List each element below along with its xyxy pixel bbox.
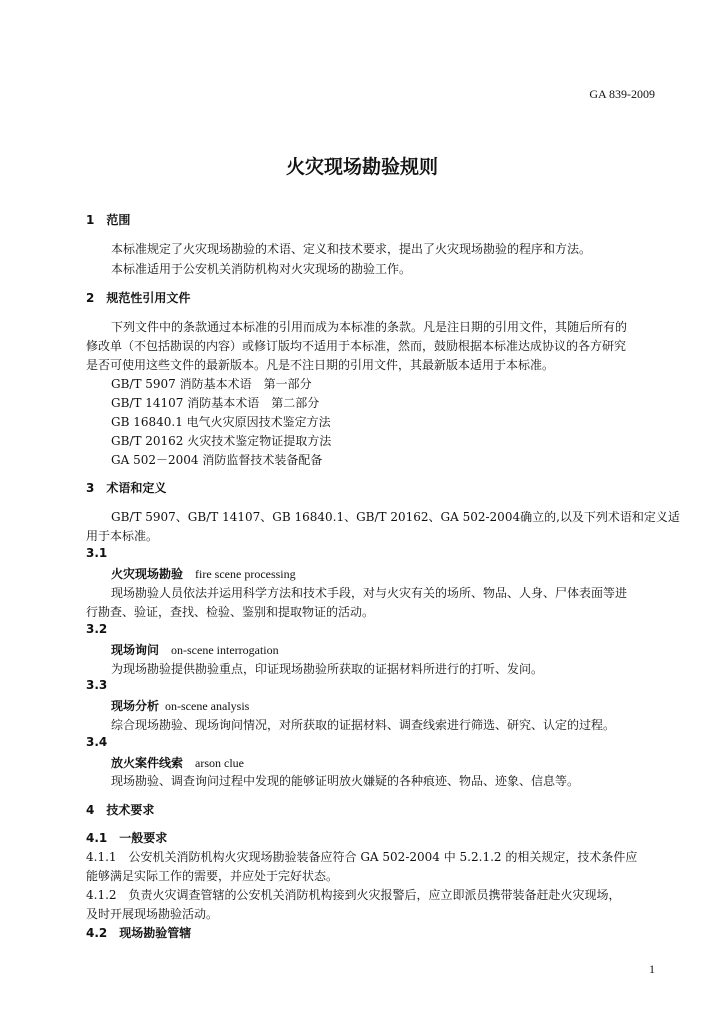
section-1-paragraph-2: 本标准适用于公安机关消防机构对火灾现场的勘验工作。 [111, 262, 412, 276]
term-3-1-number: 3.1 [86, 546, 108, 560]
section-4-heading: 4 技术要求 [86, 803, 155, 817]
section-2-line-2: 修改单（不包括勘误的内容）或修订版均不适用于本标准，然而，鼓励根据本标准达成协议的各方研究 [86, 339, 627, 353]
section-3-line-1: GB/T 5907、GB/T 14107、GB 16840.1、GB/T 20162、GA 502-2004确立的,以及下列术语和定义适 [111, 510, 680, 524]
term-3-1-definition-line-1: 现场勘验人员依法并运用科学方法和技术手段，对与火灾有关的场所、物品、人身、尸体表面等进 [111, 586, 628, 600]
reference-item: GA 502－2004 消防监督技术装备配备 [111, 453, 323, 467]
reference-item: GB/T 20162 火灾技术鉴定物证提取方法 [111, 434, 332, 448]
section-3-line-2: 用于本标准。 [86, 529, 159, 543]
term-3-3-cn: 现场分析 [111, 699, 160, 713]
reference-item: GB 16840.1 电气火灾原因技术鉴定方法 [111, 415, 331, 429]
term-3-1 [111, 565, 296, 582]
term-3-1-definition-line-2: 行勘查、验证，查找、检验、鉴别和提取物证的活动。 [86, 605, 375, 619]
term-3-4-cn: 放火案件线索 [111, 756, 184, 770]
term-3-4-en: arson clue [195, 756, 244, 770]
section-2-line-3: 是否可使用这些文件的最新版本。凡是不注日期的引用文件，其最新版本适用于本标准。 [86, 358, 555, 372]
term-3-4-definition: 现场勘验、调查询问过程中发现的能够证明放火嫌疑的各种痕迹、物品、迹象、信息等。 [111, 774, 580, 788]
term-3-2 [111, 641, 279, 658]
clause-4-1-2-line-1: 4.1.2 负责火灾调查管辖的公安机关消防机构接到火灾报警后，应立即派员携带装备赶赴火灾现场， [86, 888, 621, 902]
clause-4-1-2-line-2: 及时开展现场勘验活动。 [86, 907, 219, 921]
term-3-3 [111, 697, 249, 714]
term-3-2-en: on-scene interrogation [171, 643, 279, 657]
reference-item: GB/T 14107 消防基本术语 第二部分 [111, 396, 320, 410]
term-3-4-number: 3.4 [86, 735, 108, 749]
clause-4-1-1-line-1: 4.1.1 公安机关消防机构火灾现场勘验装备应符合 GA 502-2004 中 5.2.1.2 的相关规定，技术条件应 [86, 850, 638, 864]
page-number: 1 [649, 962, 655, 976]
section-2-line-1: 下列文件中的条款通过本标准的引用而成为本标准的条款。凡是注日期的引用文件，其随后所有的 [111, 320, 628, 334]
document-number: GA 839-2009 [589, 87, 655, 101]
subsection-4-2-heading: 4.2 现场勘验管辖 [86, 926, 192, 940]
section-2-heading: 2 规范性引用文件 [86, 291, 191, 305]
term-3-1-cn: 火灾现场勘验 [111, 567, 184, 581]
section-1-paragraph-1: 本标准规定了火灾现场勘验的术语、定义和技术要求，提出了火灾现场勘验的程序和方法。 [111, 242, 592, 256]
term-3-3-definition: 综合现场勘验、现场询问情况，对所获取的证据材料、调查线索进行筛选、研究、认定的过程。 [111, 718, 616, 732]
term-3-2-cn: 现场询问 [111, 643, 160, 657]
term-3-3-en: on-scene analysis [165, 699, 250, 713]
term-3-3-number: 3.3 [86, 678, 108, 692]
reference-item: GB/T 5907 消防基本术语 第一部分 [111, 377, 312, 391]
page-title: 火灾现场勘验规则 [285, 156, 438, 178]
term-3-4 [111, 754, 244, 771]
term-3-1-en: fire scene processing [195, 567, 296, 581]
section-1-heading: 1 范围 [86, 213, 131, 227]
term-3-2-number: 3.2 [86, 622, 108, 636]
clause-4-1-1-line-2: 能够满足实际工作的需要，并应处于完好状态。 [86, 869, 339, 883]
subsection-4-1-heading: 4.1 一般要求 [86, 831, 168, 845]
section-3-heading: 3 术语和定义 [86, 481, 167, 495]
term-3-2-definition: 为现场勘验提供勘验重点，印证现场勘验所获取的证据材料所进行的打听、发问。 [111, 662, 544, 676]
